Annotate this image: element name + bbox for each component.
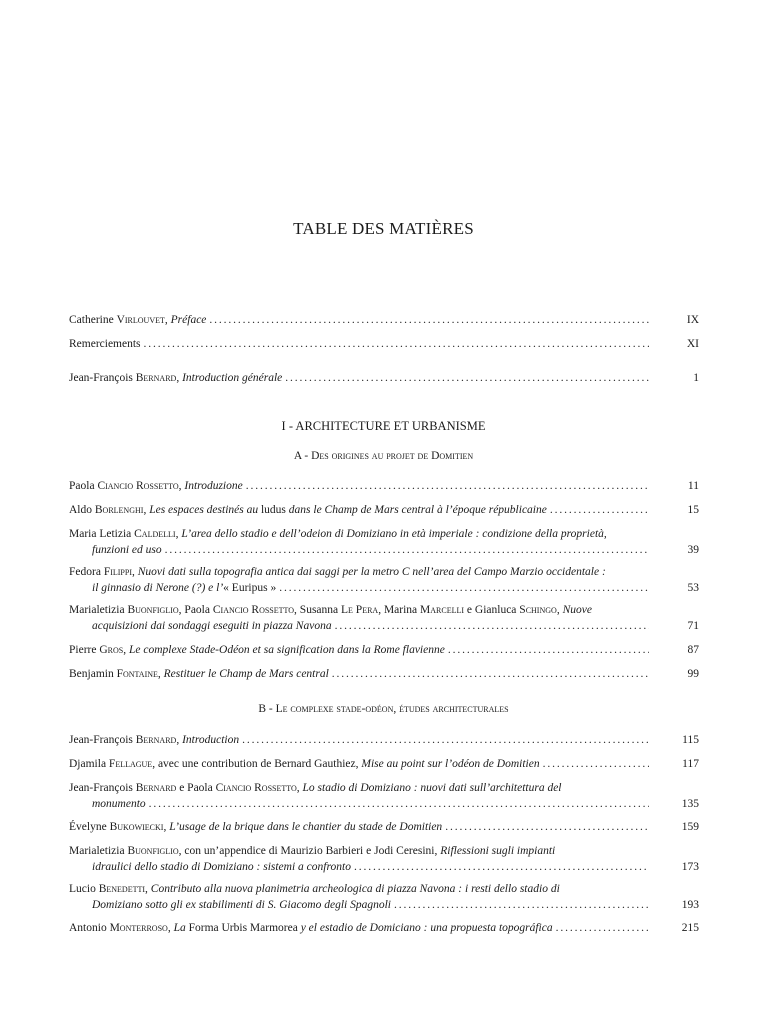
author-name: Bernard (135, 372, 177, 384)
page-number: 15 (687, 504, 699, 516)
entry-title-cont: idraulici dello stadio di Domiziano : sistemi a confronto (92, 861, 351, 873)
author-name: Schingo (519, 604, 557, 616)
page-number: 159 (681, 821, 699, 833)
separator: e Paola (176, 782, 216, 794)
separator: , avec une contribution de Bernard Gauthiez, (152, 758, 362, 770)
author-name: Buonfiglio (127, 604, 179, 616)
toc-entry[interactable] (69, 843, 699, 875)
separator: , Marina (378, 604, 421, 616)
page-number: 193 (681, 899, 699, 911)
page-number: 135 (681, 798, 699, 810)
page-number: 115 (682, 734, 699, 746)
page-number: 87 (687, 644, 699, 656)
toc-entry[interactable] (69, 819, 699, 835)
subsection-prefix: A - (293, 450, 312, 462)
toc-entry-introduction-generale[interactable] (69, 370, 699, 386)
entry-title: La (173, 922, 189, 934)
separator: , (123, 644, 129, 656)
page-title: TABLE DES MATIÈRES (293, 219, 474, 238)
author-name: Ciancio Rossetto (215, 782, 297, 794)
author-first: Antonio (69, 922, 110, 934)
page-number: 117 (682, 758, 699, 770)
toc-entry[interactable] (69, 920, 699, 936)
entry-title: Riflessioni sugli impianti (440, 845, 556, 857)
separator: , con un’appendice di Maurizio Barbieri e Jodi Ceresini, (178, 845, 441, 857)
entry-title-cont: dans le Champ de Mars central à l’époque républicaine (285, 504, 547, 516)
author-name: Buonfiglio (127, 845, 179, 857)
author-name: Benedetti (98, 883, 146, 895)
author-name: Fontaine (116, 668, 158, 680)
author-name: Monterroso (109, 922, 168, 934)
page-number: XI (686, 338, 699, 350)
entry-title: Le complexe Stade-Odéon et sa signification dans la Rome flavienne (128, 644, 445, 656)
separator: , (143, 504, 150, 516)
author-first: Catherine (69, 314, 117, 326)
entry-title-cont: il ginnasio di Nerone (?) e l’ (92, 582, 224, 594)
toc-entry[interactable] (69, 526, 699, 558)
separator: , (556, 604, 563, 616)
subsection-title-b (0, 703, 767, 715)
toc-entry[interactable] (69, 642, 699, 658)
entry-title: Mise au point sur l’odéon de Domitien (361, 758, 540, 770)
author-first: Aldo (69, 504, 95, 516)
entry-title-roman: « Euripus » (223, 582, 277, 594)
page-number: 215 (681, 922, 699, 934)
entry-title: Préface (170, 314, 207, 326)
page-number: IX (686, 314, 699, 326)
author-name: Bernard (135, 734, 177, 746)
author-name: Borlenghi (94, 504, 144, 516)
author-first: Benjamin (69, 668, 117, 680)
separator: e Gianluca (464, 604, 520, 616)
author-name: Bernard (135, 782, 177, 794)
author-first: Paola (69, 480, 98, 492)
toc-entry[interactable] (69, 780, 699, 812)
subsection-label: Le complexe stade-odéon, études architecturales (275, 703, 509, 715)
separator: , (145, 883, 151, 895)
toc-entry-remerciements[interactable] (69, 336, 699, 352)
page-number: 99 (687, 668, 699, 680)
separator: , (157, 668, 164, 680)
toc-entry[interactable] (69, 666, 699, 682)
page-number: 71 (687, 620, 699, 632)
entry-title: Introduzione (184, 480, 243, 492)
subsection-prefix: B - (258, 703, 276, 715)
author-first: Jean-François (69, 734, 136, 746)
toc-entry[interactable] (69, 756, 699, 772)
separator: , (176, 734, 183, 746)
toc-entry[interactable] (69, 478, 699, 494)
author-first: Marialetizia (69, 845, 128, 857)
author-name: Bukowiecki (109, 821, 164, 833)
toc-entry[interactable] (69, 732, 699, 748)
separator: , (178, 480, 185, 492)
author-first: Marialetizia (69, 604, 128, 616)
author-name: Le Pera (341, 604, 379, 616)
author-name: Caldelli (134, 528, 176, 540)
toc-entry[interactable] (69, 881, 699, 913)
subsection-title-a (0, 450, 767, 462)
entry-title-cont: y el estadio de Domiciano : una propuesta topográfica (297, 922, 553, 934)
entry-title: Remerciements (69, 338, 141, 350)
entry-title: Restituer le Champ de Mars central (163, 668, 329, 680)
entry-title: Contributo alla nuova planimetria archeologica di piazza Navona : i resti dello stadio di (150, 883, 560, 895)
author-name: Filippi (103, 566, 132, 578)
separator: , (296, 782, 303, 794)
author-first: Djamila (69, 758, 109, 770)
toc-entry[interactable] (69, 602, 699, 634)
entry-title: Nuovi dati sulla topografia antica dai saggi per la metro C nell’area del Campo Marzio occidentale : (137, 566, 606, 578)
toc-entry-preface[interactable] (69, 312, 699, 328)
separator: , (163, 821, 170, 833)
author-name: Gros (99, 644, 124, 656)
entry-title-roman: ludus (260, 504, 286, 516)
separator: , (132, 566, 138, 578)
author-first: Jean-François (69, 782, 136, 794)
author-name: Virlouvet (116, 314, 165, 326)
author-name: Fellague (108, 758, 153, 770)
author-first: Évelyne (69, 821, 110, 833)
entry-title: Lo stadio di Domiziano : nuovi dati sull’architettura del (302, 782, 562, 794)
author-name: Ciancio Rossetto (97, 480, 179, 492)
separator: , (167, 922, 174, 934)
author-first: Jean-François (69, 372, 136, 384)
separator: , (175, 528, 182, 540)
entry-title: L’area dello stadio e dell’odeion di Domiziano in età imperiale : condizione della proprietà, (181, 528, 607, 540)
entry-title: Introduction générale (182, 372, 283, 384)
entry-title-emphasis: Forma Urbis Marmorea (188, 922, 298, 934)
toc-entry[interactable] (69, 502, 699, 518)
entry-title-cont: Domiziano sotto gli ex stabilimenti di S. Giacomo degli Spagnoli (92, 899, 391, 911)
page-number: 173 (681, 861, 699, 873)
separator: , (176, 372, 183, 384)
author-first: Maria Letizia (69, 528, 135, 540)
entry-title: Introduction (182, 734, 240, 746)
author-name: Ciancio Rossetto (212, 604, 295, 616)
author-name: Marcelli (420, 604, 465, 616)
author-first: Pierre (69, 644, 100, 656)
page-number: 53 (687, 582, 699, 594)
page-number: 1 (693, 372, 699, 384)
page-number: 39 (687, 544, 699, 556)
page-number: 11 (687, 480, 699, 492)
section-title: I - ARCHITECTURE ET URBANISME (281, 419, 486, 433)
subsection-label: Des origines au projet de Domitien (311, 450, 474, 462)
entry-title-cont: monumento (92, 798, 146, 810)
author-first: Fedora (69, 566, 104, 578)
separator: , (164, 314, 171, 326)
entry-title: Les espaces destinés au (149, 504, 261, 516)
entry-title-cont: acquisizioni dai sondaggi eseguiti in piazza Navona (92, 620, 332, 632)
separator: , Susanna (294, 604, 342, 616)
entry-title-cont: funzioni ed uso (92, 544, 162, 556)
separator: , Paola (178, 604, 213, 616)
author-first: Lucio (69, 883, 99, 895)
toc-entry[interactable] (69, 564, 699, 596)
entry-title: L’usage de la brique dans le chantier du stade de Domitien (169, 821, 443, 833)
entry-title: Nuove (562, 604, 592, 616)
